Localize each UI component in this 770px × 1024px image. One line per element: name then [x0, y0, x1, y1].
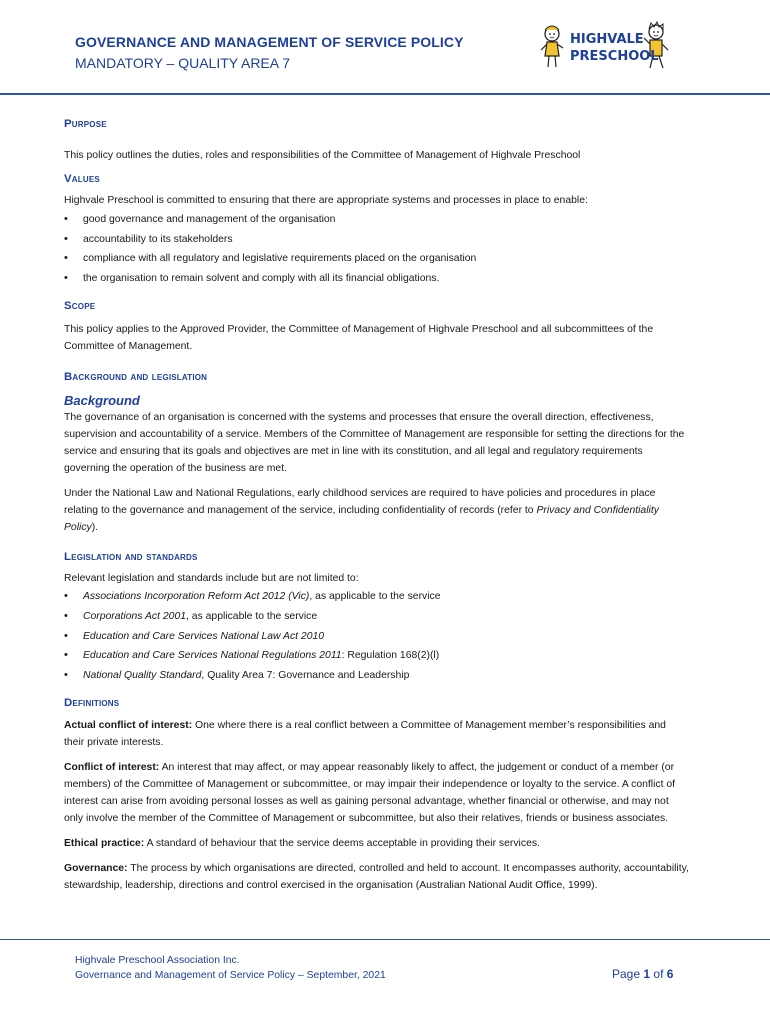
scope-heading: Scope — [64, 300, 96, 313]
background-paragraph-2: Under the National Law and National Regulations, early childhood services are required to have policies and procedures in place relating to the governance and management of the service, including confidentiality of records (refer to Privacy and Confidentiality Policy). — [64, 488, 659, 534]
child-figure-left-icon — [541, 26, 563, 67]
footer-policy-date: Governance and Management of Service Policy – September, 2021 — [75, 970, 386, 981]
document-subtitle: MANDATORY – QUALITY AREA 7 — [75, 55, 291, 71]
logo-text-line2: PRESCHOOL — [570, 49, 659, 64]
legislation-heading: Legislation and standards — [64, 551, 198, 564]
purpose-text: This policy outlines the duties, roles and responsibilities of the Committee of Management of Highvale Preschool — [64, 150, 581, 161]
definition-item: Conflict of interest: An interest that may affect, or may appear reasonably likely to affect, the judgement or conduct of a member (or members) of the Committee of Management or subcommittee, or may impair their independence or loyalty to the service. A conflict of interest can arise from avoiding personal losses as well as gaining personal advantage, whether financial or otherwise, and may not only involve the member of the Committee of Management or subcommittee, but also their relatives, friends or business associates. — [64, 762, 676, 825]
values-heading: Values — [64, 173, 100, 185]
document-title: GOVERNANCE AND MANAGEMENT OF SERVICE POLICY — [75, 34, 464, 50]
legislation-intro: Relevant legislation and standards include but are not limited to: — [64, 573, 359, 585]
background-legislation-heading: Background and legislation — [64, 371, 208, 384]
logo-text-line1: HIGHVALE — [570, 32, 644, 47]
background-paragraph-1: The governance of an organisation is concerned with the systems and processes that ensure the overall direction, effectiveness, supervision and accountability of a service. Members of the Committee of Management are responsible for setting the directions for the service and ensuring that its goals and objectives are met in line with its constitution, and all legal and regulatory requirements governing the operation of the business are met. — [64, 412, 685, 475]
definition-item: Governance: The process by which organisations are directed, controlled and held to account. It encompasses authority, accountability, stewardship, leadership, directions and control exercised in the organisation (Australian National Audit Office, 1999). — [64, 863, 689, 892]
list-item: • good governance and management of the organisation — [64, 210, 689, 230]
purpose-heading: Purpose — [64, 118, 107, 130]
list-item: • Corporations Act 2001, as applicable to the service — [64, 607, 689, 627]
page-number: Page 1 of 6 — [612, 967, 674, 981]
list-item: • Education and Care Services National Law Act 2010 — [64, 627, 689, 647]
background-subheading: Background — [64, 393, 140, 409]
values-list — [64, 210, 689, 288]
highvale-preschool-logo — [540, 20, 670, 72]
document-body — [64, 114, 689, 894]
definition-item: Ethical practice: A standard of behaviour that the service deems acceptable in providing their services. — [64, 838, 540, 850]
footer-organisation: Highvale Preschool Association Inc. — [75, 955, 240, 966]
definition-item: Actual conflict of interest: One where there is a real conflict between a Committee of Management member’s responsibilities and their private interests. — [64, 720, 666, 749]
header-rule — [0, 93, 770, 95]
list-item: • compliance with all regulatory and legislative requirements placed on the organisation — [64, 249, 689, 269]
list-item: • Associations Incorporation Reform Act 2012 (Vic), as applicable to the service — [64, 587, 689, 607]
list-item: • National Quality Standard, Quality Area 7: Governance and Leadership — [64, 666, 689, 686]
values-intro: Highvale Preschool is committed to ensuring that there are appropriate systems and processes in place to enable: — [64, 195, 588, 206]
page-header — [0, 0, 770, 94]
scope-text: This policy applies to the Approved Provider, the Committee of Management of Highvale Preschool and all subcommittees of the Committee of Management. — [64, 324, 654, 353]
list-item: • the organisation to remain solvent and comply with all its financial obligations. — [64, 269, 689, 289]
list-item: • accountability to its stakeholders — [64, 230, 689, 250]
footer-rule — [0, 939, 770, 940]
legislation-list — [64, 587, 689, 685]
list-item: • Education and Care Services National Regulations 2011: Regulation 168(2)(l) — [64, 646, 689, 666]
definitions-heading: Definitions — [64, 697, 120, 710]
privacy-policy-reference: Privacy and Confidentiality Policy — [64, 505, 659, 534]
